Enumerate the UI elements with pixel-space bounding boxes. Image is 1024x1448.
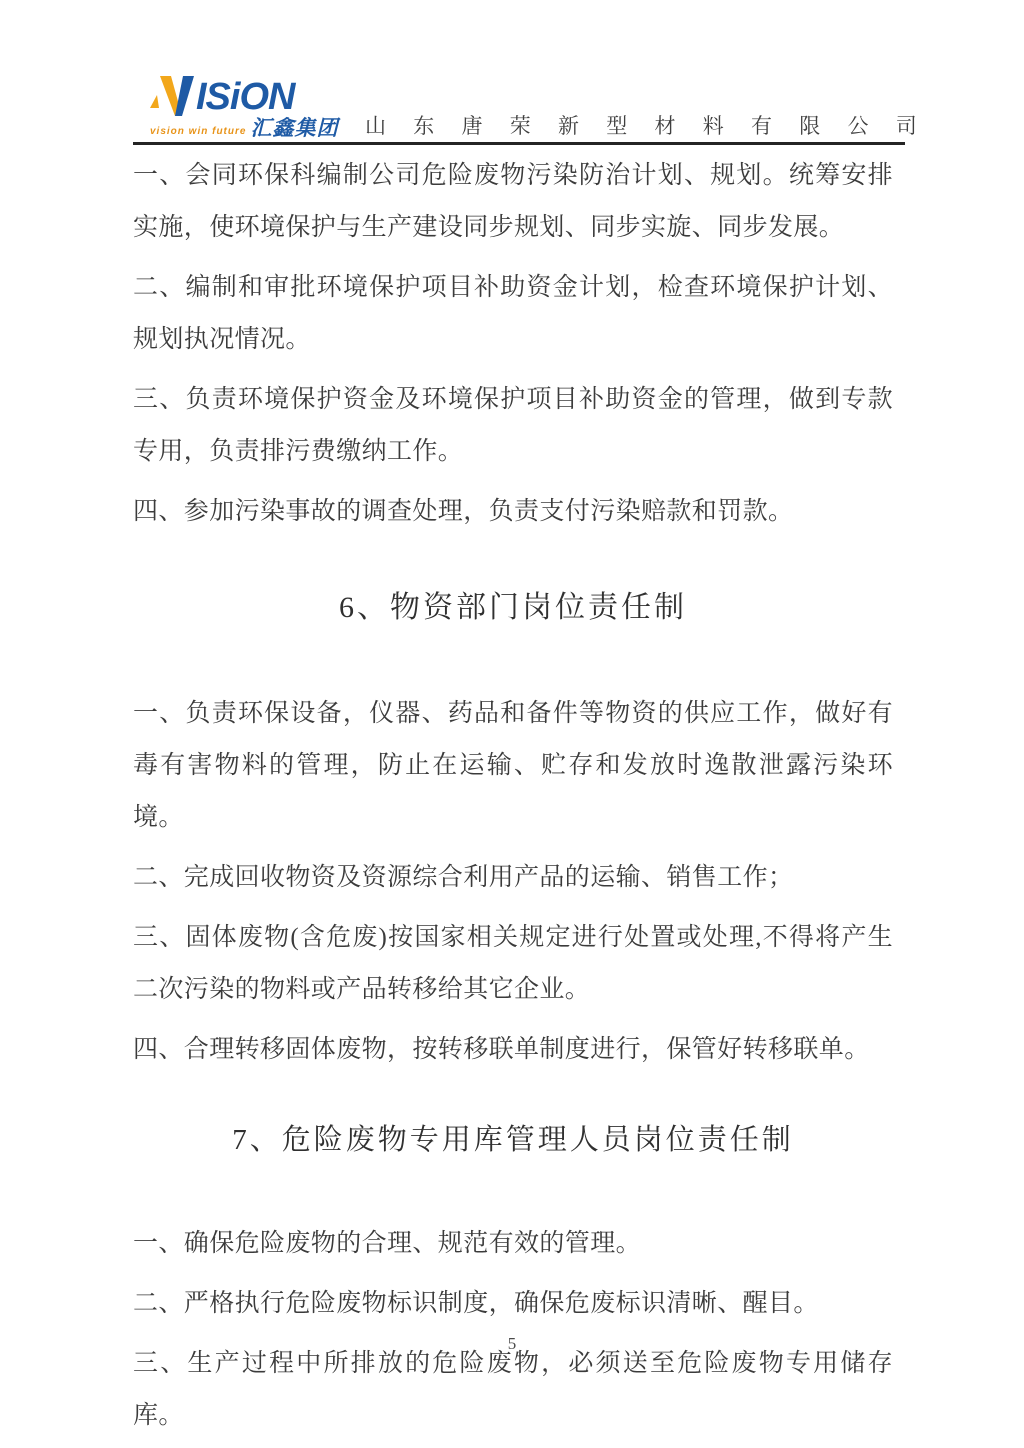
section-heading-6: 6、物资部门岗位责任制 — [339, 591, 687, 624]
logo-brand-row — [150, 76, 380, 116]
vision-v-mark-icon — [150, 76, 196, 116]
section-heading-7: 7、危险废物专用库管理人员岗位责任制 — [232, 1124, 794, 1156]
company-name: 山 东 唐 荣 新 型 材 料 有 限 公 司 — [365, 114, 928, 138]
logo-tagline-row — [150, 118, 380, 139]
paragraph: 二、编制和审批环境保护项目补助资金计划，检查环境保护计划、规划执况情况。 — [133, 274, 893, 353]
page-header — [0, 0, 1024, 150]
header-divider — [133, 142, 905, 145]
company-logo — [150, 76, 380, 139]
page-number: 5 — [507, 1334, 517, 1353]
paragraph: 四、合理转移固体废物，按转移联单制度进行，保管好转移联单。 — [133, 1036, 870, 1063]
paragraph: 三、负责环境保护资金及环境保护项目补助资金的管理，做到专款专用，负责排污费缴纳工作。 — [133, 386, 893, 465]
paragraph: 三、生产过程中所排放的危险废物，必须送至危险废物专用储存库。 — [133, 1350, 893, 1429]
paragraph: 一、负责环保设备，仪器、药品和备件等物资的供应工作，做好有毒有害物料的管理，防止在运输、贮存和发放时逸散泄露污染环境。 — [133, 700, 893, 831]
logo-tagline: vision win future — [150, 126, 247, 137]
paragraph: 一、会同环保科编制公司危险废物污染防治计划、规划。统筹安排实施，使环境保护与生产建设同步规划、同步实旋、同步发展。 — [133, 162, 893, 241]
paragraph: 二、完成回收物资及资源综合利用产品的运输、销售工作； — [133, 864, 794, 891]
logo-group-name: 汇鑫集团 — [250, 117, 339, 140]
document-body — [133, 150, 893, 1448]
paragraph: 四、参加污染事故的调查处理，负责支付污染赔款和罚款。 — [133, 498, 794, 525]
paragraph: 二、严格执行危险废物标识制度，确保危废标识清晰、醒目。 — [133, 1290, 819, 1317]
paragraph: 三、固体废物(含危废)按国家相关规定进行处置或处理,不得将产生二次污染的物料或产品转移给其它企业。 — [133, 924, 893, 1003]
paragraph: 一、确保危险废物的合理、规范有效的管理。 — [133, 1230, 642, 1257]
brand-wordmark: ISiON — [196, 76, 295, 118]
